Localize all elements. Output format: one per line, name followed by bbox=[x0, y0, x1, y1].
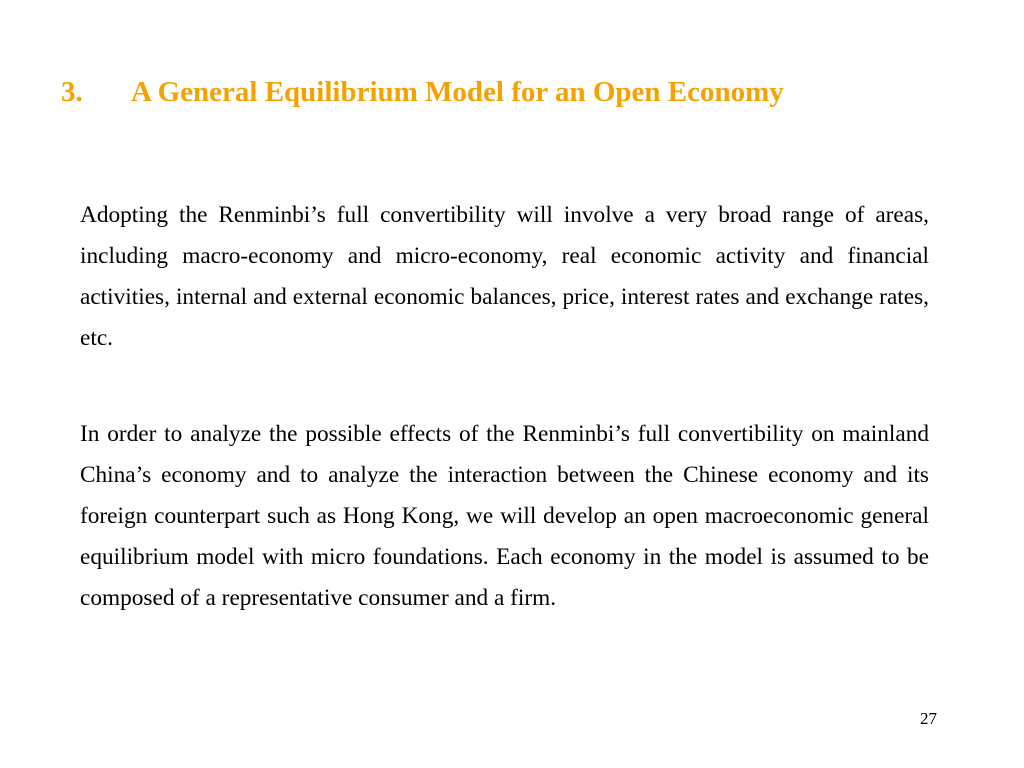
body-paragraph-1: Adopting the Renminbi’s full convertibility will involve a very broad range of areas, including macro-economy and micro-economy, real economic activity and financial activities, internal and external economic balances, price, interest rates and exchange rates, etc. bbox=[80, 202, 929, 351]
title-text: A General Equilibrium Model for an Open Economy bbox=[131, 76, 784, 108]
body-paragraph-2: In order to analyze the possible effects of the Renminbi’s full convertibility on mainland China’s economy and to analyze the interaction between the Chinese economy and its foreign counterpart such as Hong Kong, we will develop an open macroeconomic general equilibrium model with micro foundations. Each economy in the model is assumed to be composed of a representative consumer and a firm. bbox=[80, 421, 929, 611]
slide-title bbox=[61, 72, 784, 112]
page-number: 27 bbox=[920, 709, 937, 728]
section-number: 3. bbox=[61, 76, 83, 108]
